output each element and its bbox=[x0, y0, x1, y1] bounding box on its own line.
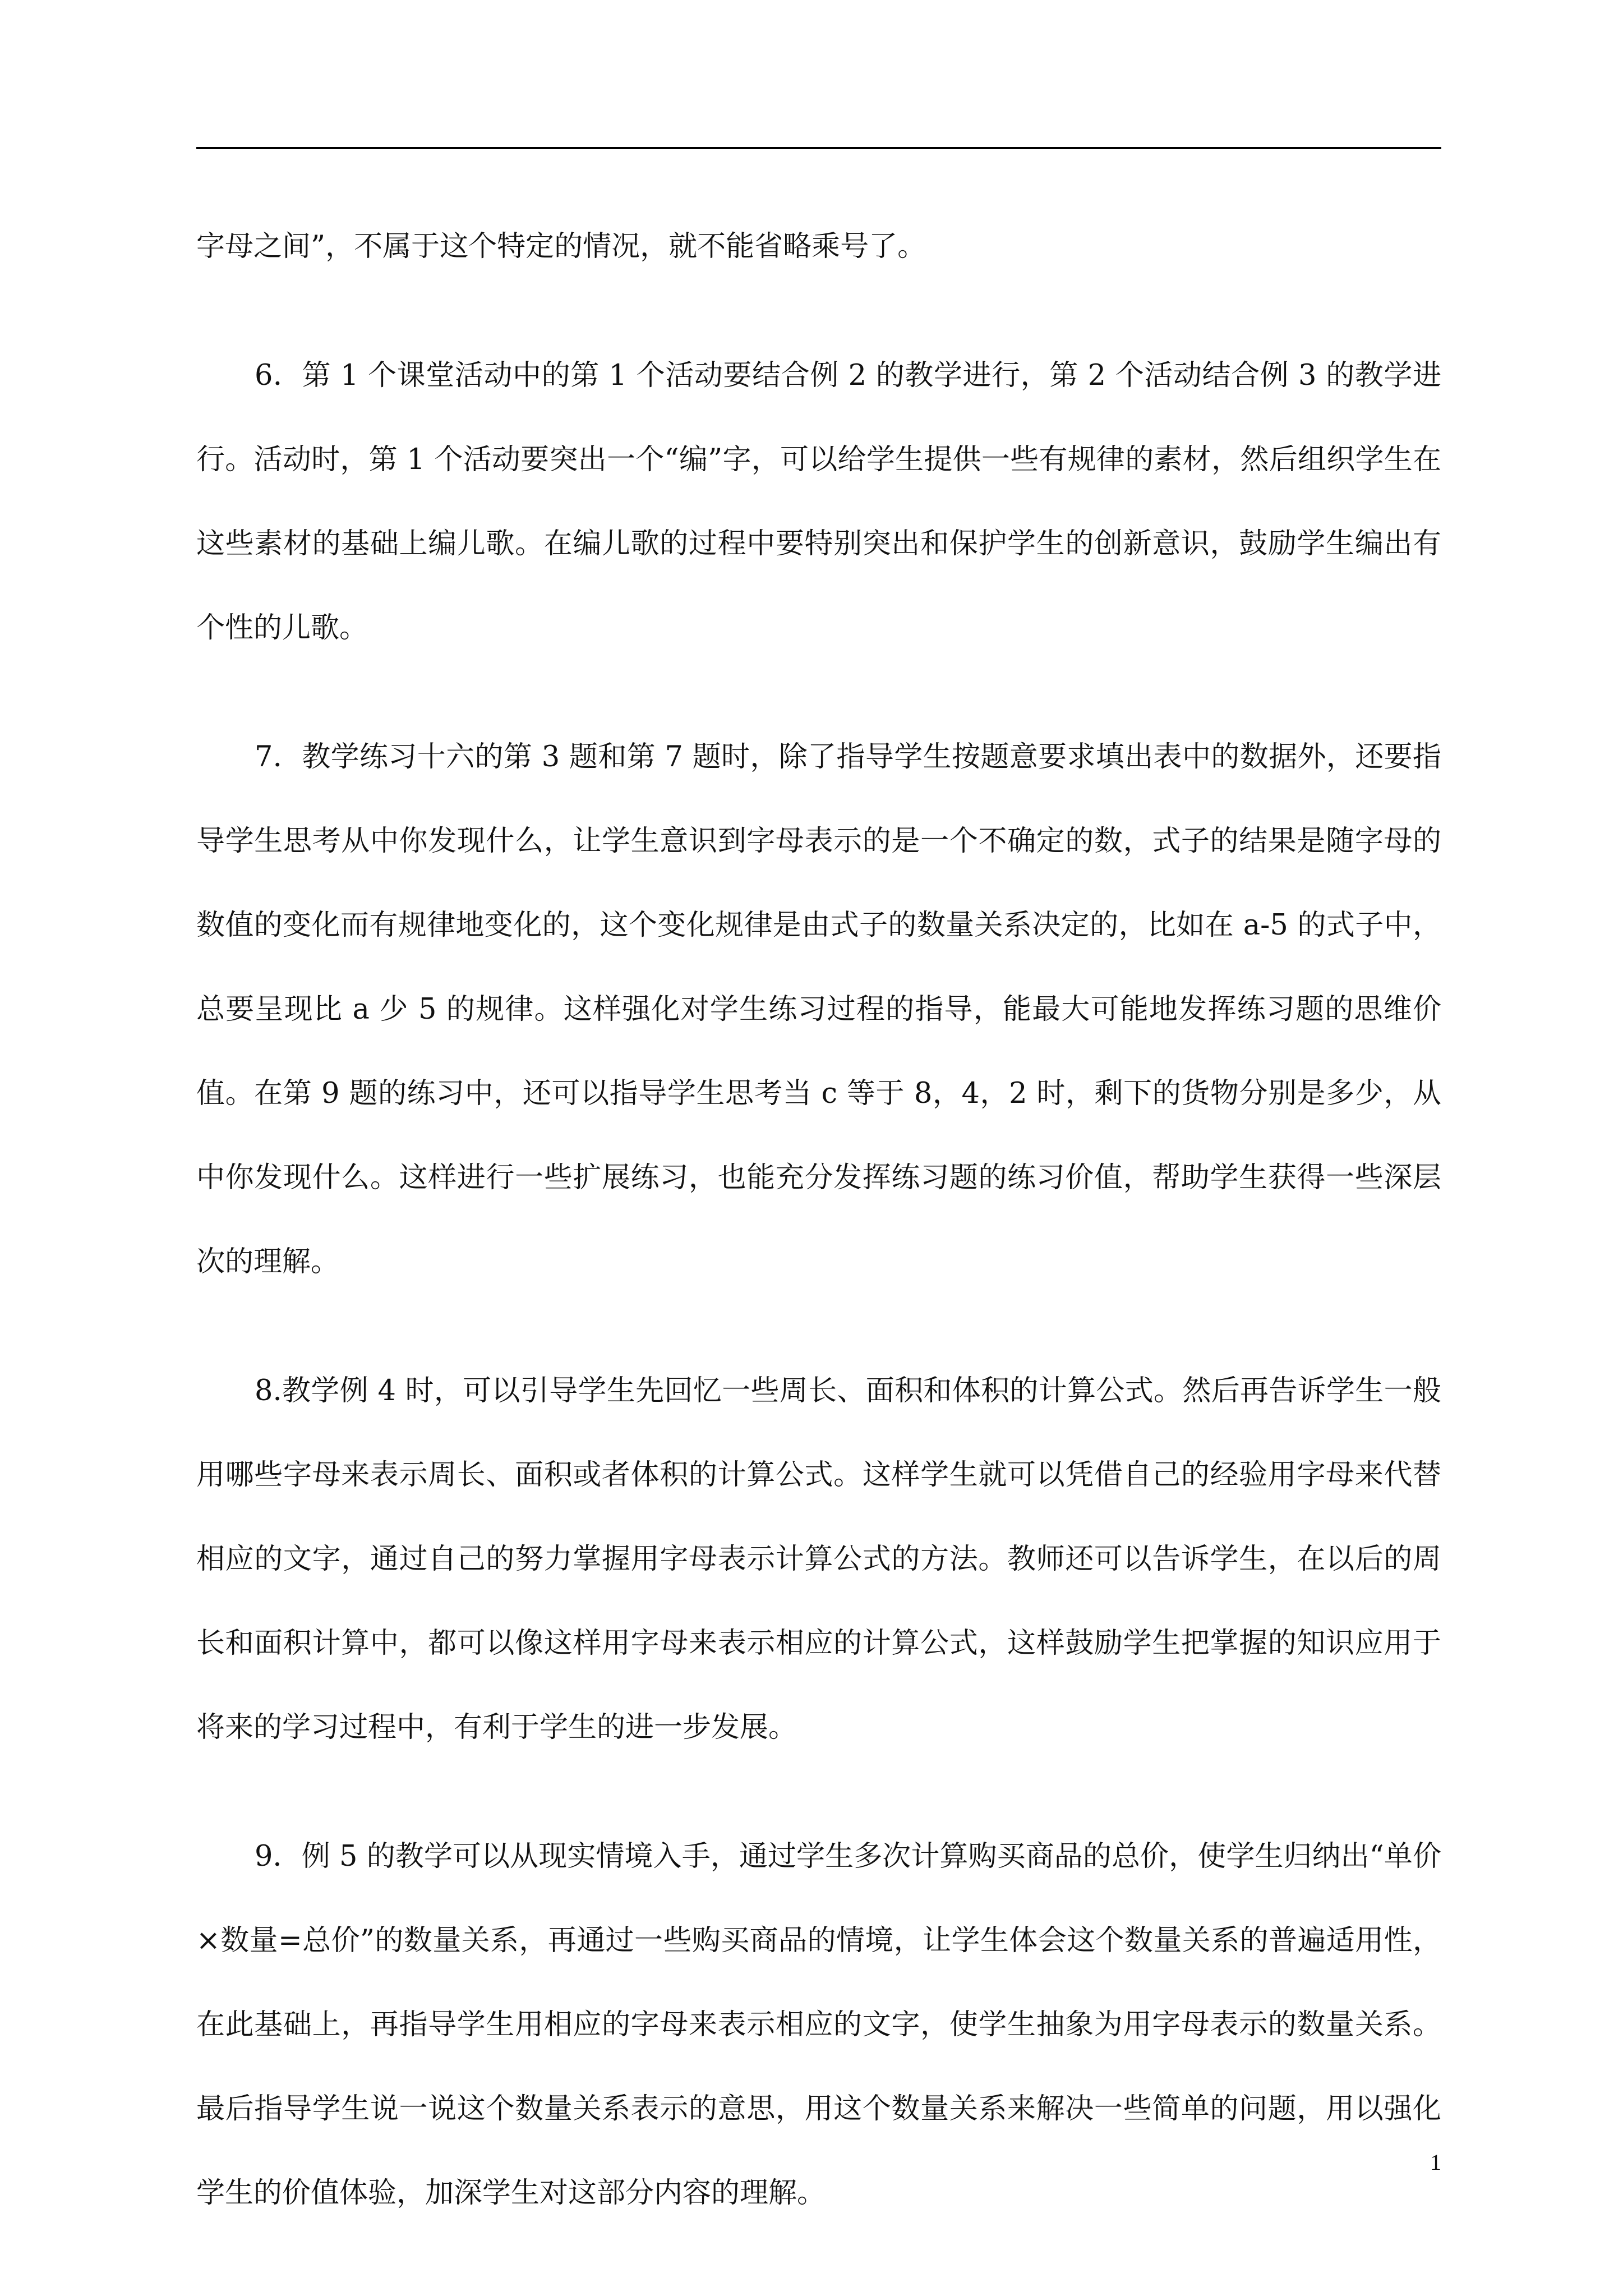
paragraph-item-9: 9．例 5 的教学可以从现实情境入手，通过学生多次计算购买商品的总价，使学生归纳出“单价×数量=总价”的数量关系，再通过一些购买商品的情境，让学生体会这个数量关系的普遍适用性，在此基础上，再指导学生用相应的字母来表示相应的文字，使学生抽象为用字母表示的数量关系。最后指导学生说一说这个数量关系表示的意思，用这个数量关系来解决一些简单的问题，用以强化学生的价值体验，加深学生对这部分内容的理解。 bbox=[196, 1840, 1441, 2210]
paragraph-item-8: 8.教学例 4 时，可以引导学生先回忆一些周长、面积和体积的计算公式。然后再告诉学生一般用哪些字母来表示周长、面积或者体积的计算公式。这样学生就可以凭借自己的经验用字母来代替相应的文字，通过自己的努力掌握用字母表示计算公式的方法。教师还可以告诉学生，在以后的周长和面积计算中，都可以像这样用字母来表示相应的计算公式，这样鼓励学生把掌握的知识应用于将来的学习过程中，有利于学生的进一步发展。 bbox=[196, 1374, 1441, 1744]
paragraph-item-7: 7．教学练习十六的第 3 题和第 7 题时，除了指导学生按题意要求填出表中的数据外，还要指导学生思考从中你发现什么，让学生意识到字母表示的是一个不确定的数，式子的结果是随字母的数值的变化而有规律地变化的，这个变化规律是由式子的数量关系决定的，比如在 a-5 的式子中，总要呈现比 a 少 5 的规律。这样强化对学生练习过程的指导，能最大可能地发挥练习题的思维价值。在第 9 题的练习中，还可以指导学生思考当 c 等于 8，4，2 时，剩下的货物分别是多少，从中你发现什么。这样进行一些扩展练习，也能充分发挥练习题的练习价值，帮助学生获得一些深层次的理解。 bbox=[196, 740, 1441, 1278]
paragraph-item-6: 6．第 1 个课堂活动中的第 1 个活动要结合例 2 的教学进行，第 2 个活动结合例 3 的教学进行。活动时，第 1 个活动要突出一个“编”字，可以给学生提供一些有规律的素材，然后组织学生在这些素材的基础上编儿歌。在编儿歌的过程中要特别突出和保护学生的创新意识，鼓励学生编出有个性的儿歌。 bbox=[196, 359, 1441, 645]
body-text bbox=[196, 205, 1441, 2280]
page-number: 1 bbox=[1430, 2150, 1441, 2175]
header-rule bbox=[196, 147, 1441, 149]
paragraph-continuation: 字母之间”，不属于这个特定的情况，就不能省略乘号了。 bbox=[196, 230, 926, 263]
